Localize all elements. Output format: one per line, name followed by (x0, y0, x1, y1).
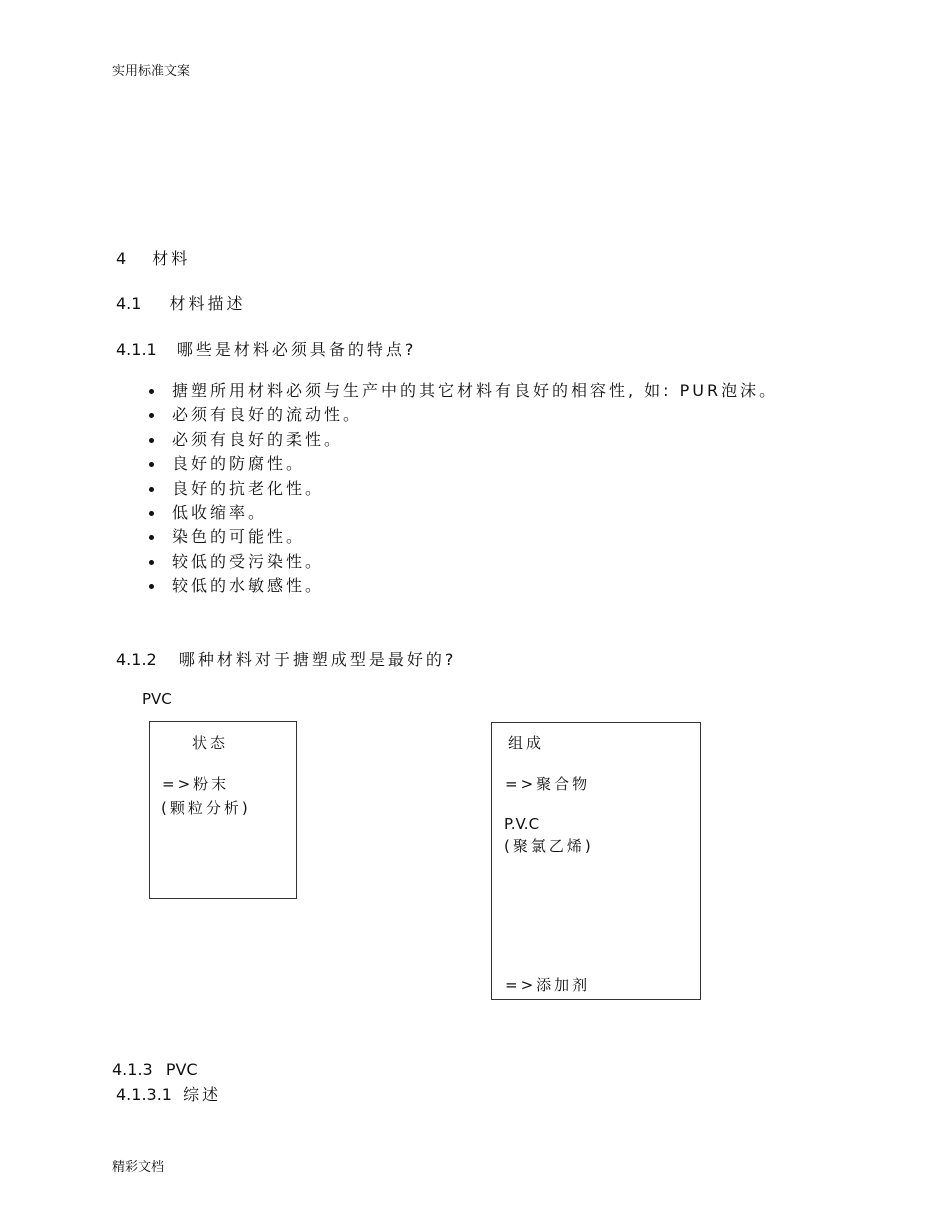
heading-4-1-1-number: 4.1.1 (116, 340, 157, 359)
heading-4-1-3-1 (116, 1082, 221, 1105)
heading-4-1-title: 材料描述 (169, 294, 246, 313)
state-box (149, 721, 297, 899)
list-item: 搪塑所用材料必须与生产中的其它材料有良好的相容性, 如: PUR泡沫。 (148, 379, 838, 403)
heading-4-1-2-number: 4.1.2 (116, 650, 157, 669)
heading-4-1-2-title: 哪种材料对于搪塑成型是最好的? (178, 650, 457, 669)
composition-box-line3: (聚氯乙烯) (504, 837, 594, 855)
composition-box-line1: =>聚合物 (505, 775, 591, 793)
heading-4-1-3-number: 4.1.3 (112, 1060, 153, 1079)
pvc-label: PVC (142, 690, 172, 708)
requirements-list (148, 379, 838, 599)
heading-4-number: 4 (116, 249, 127, 268)
page-footer: 精彩文档 (112, 1160, 165, 1175)
heading-4-1-number: 4.1 (116, 294, 142, 313)
heading-4-1-3 (112, 1060, 198, 1079)
heading-4-1-3-1-number: 4.1.3.1 (116, 1085, 172, 1104)
list-item: 必须有良好的流动性。 (148, 403, 838, 427)
state-box-line1: =>粉末 (162, 775, 230, 793)
list-item: 必须有良好的柔性。 (148, 428, 838, 452)
heading-4 (116, 246, 190, 269)
page-header: 实用标准文案 (112, 64, 191, 79)
list-item: 较低的受污染性。 (148, 550, 838, 574)
state-box-line2: (颗粒分析) (161, 799, 251, 817)
heading-4-1-2 (116, 647, 456, 670)
heading-4-1-1-title: 哪些是材料必须具备的特点? (176, 340, 417, 359)
list-item: 良好的防腐性。 (148, 452, 838, 476)
composition-box (491, 722, 701, 1000)
heading-4-1-3-title: PVC (165, 1060, 198, 1079)
state-box-title: 状态 (192, 734, 229, 752)
heading-4-1 (116, 291, 246, 314)
list-item: 较低的水敏感性。 (148, 574, 838, 598)
heading-4-title: 材料 (152, 249, 191, 268)
list-item: 低收缩率。 (148, 501, 838, 525)
composition-box-line2: P.V.C (504, 815, 540, 833)
list-item: 染色的可能性。 (148, 525, 838, 549)
list-item: 良好的抗老化性。 (148, 477, 838, 501)
composition-box-line4: =>添加剂 (505, 976, 591, 994)
composition-box-title: 组成 (508, 734, 545, 752)
heading-4-1-1 (116, 337, 416, 360)
heading-4-1-3-1-title: 综述 (183, 1085, 222, 1104)
